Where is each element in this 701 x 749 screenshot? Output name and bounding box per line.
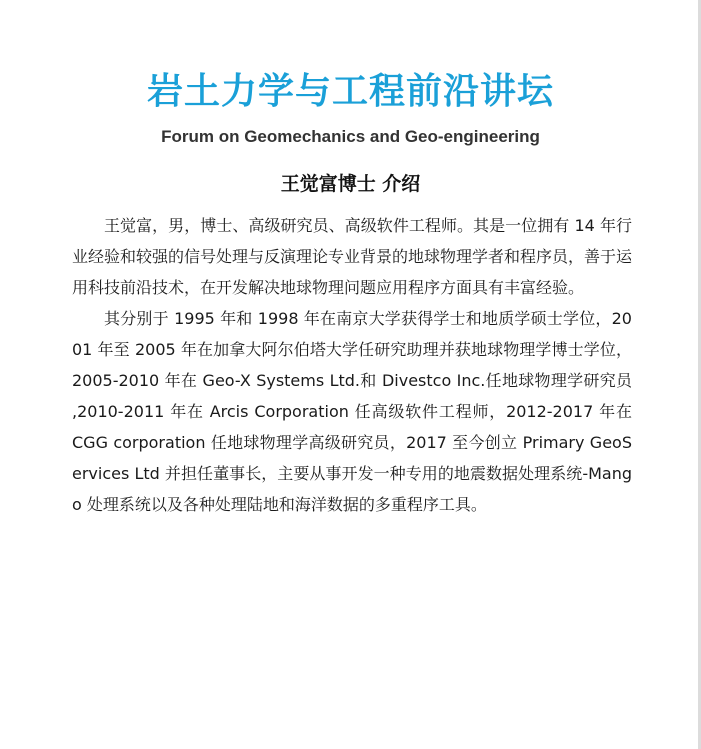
bio-paragraph-2: 其分别于 1995 年和 1998 年在南京大学获得学士和地质学硕士学位，2001 年至 2005 年在加拿大阿尔伯塔大学任研究助理并获地球物理学博士学位，2005-2010 年在 Geo-X Systems Ltd.和 Divestco Inc.任地球物理学研究员 ,2010-2011 年在 Arcis Corporation 任高级软件工程师，2012-2017 年在 CGG corporation 任地球物理学高级研究员，2017 至今创立 Primary GeoServices Ltd 并担任董事长，主要从事开发一种专用的地震数据处理系统-Mango 处理系统以及各种处理陆地和海洋数据的多重程序工具。: [72, 309, 632, 514]
forum-title: 岩土力学与工程前沿讲坛: [146, 71, 554, 112]
section-heading: 王觉富博士 介绍: [280, 173, 421, 195]
biography-text: [72, 210, 632, 520]
bio-paragraph-1: 王觉富，男，博士、高级研究员、高级软件工程师。其是一位拥有 14 年行业经验和较强的信号处理与反演理论专业背景的地球物理学者和程序员，善于运用科技前沿技术，在开发解决地球物理问题应用程序方面具有丰富经验。: [72, 216, 633, 297]
forum-subtitle: Forum on Geomechanics and Geo-engineering: [161, 127, 540, 146]
